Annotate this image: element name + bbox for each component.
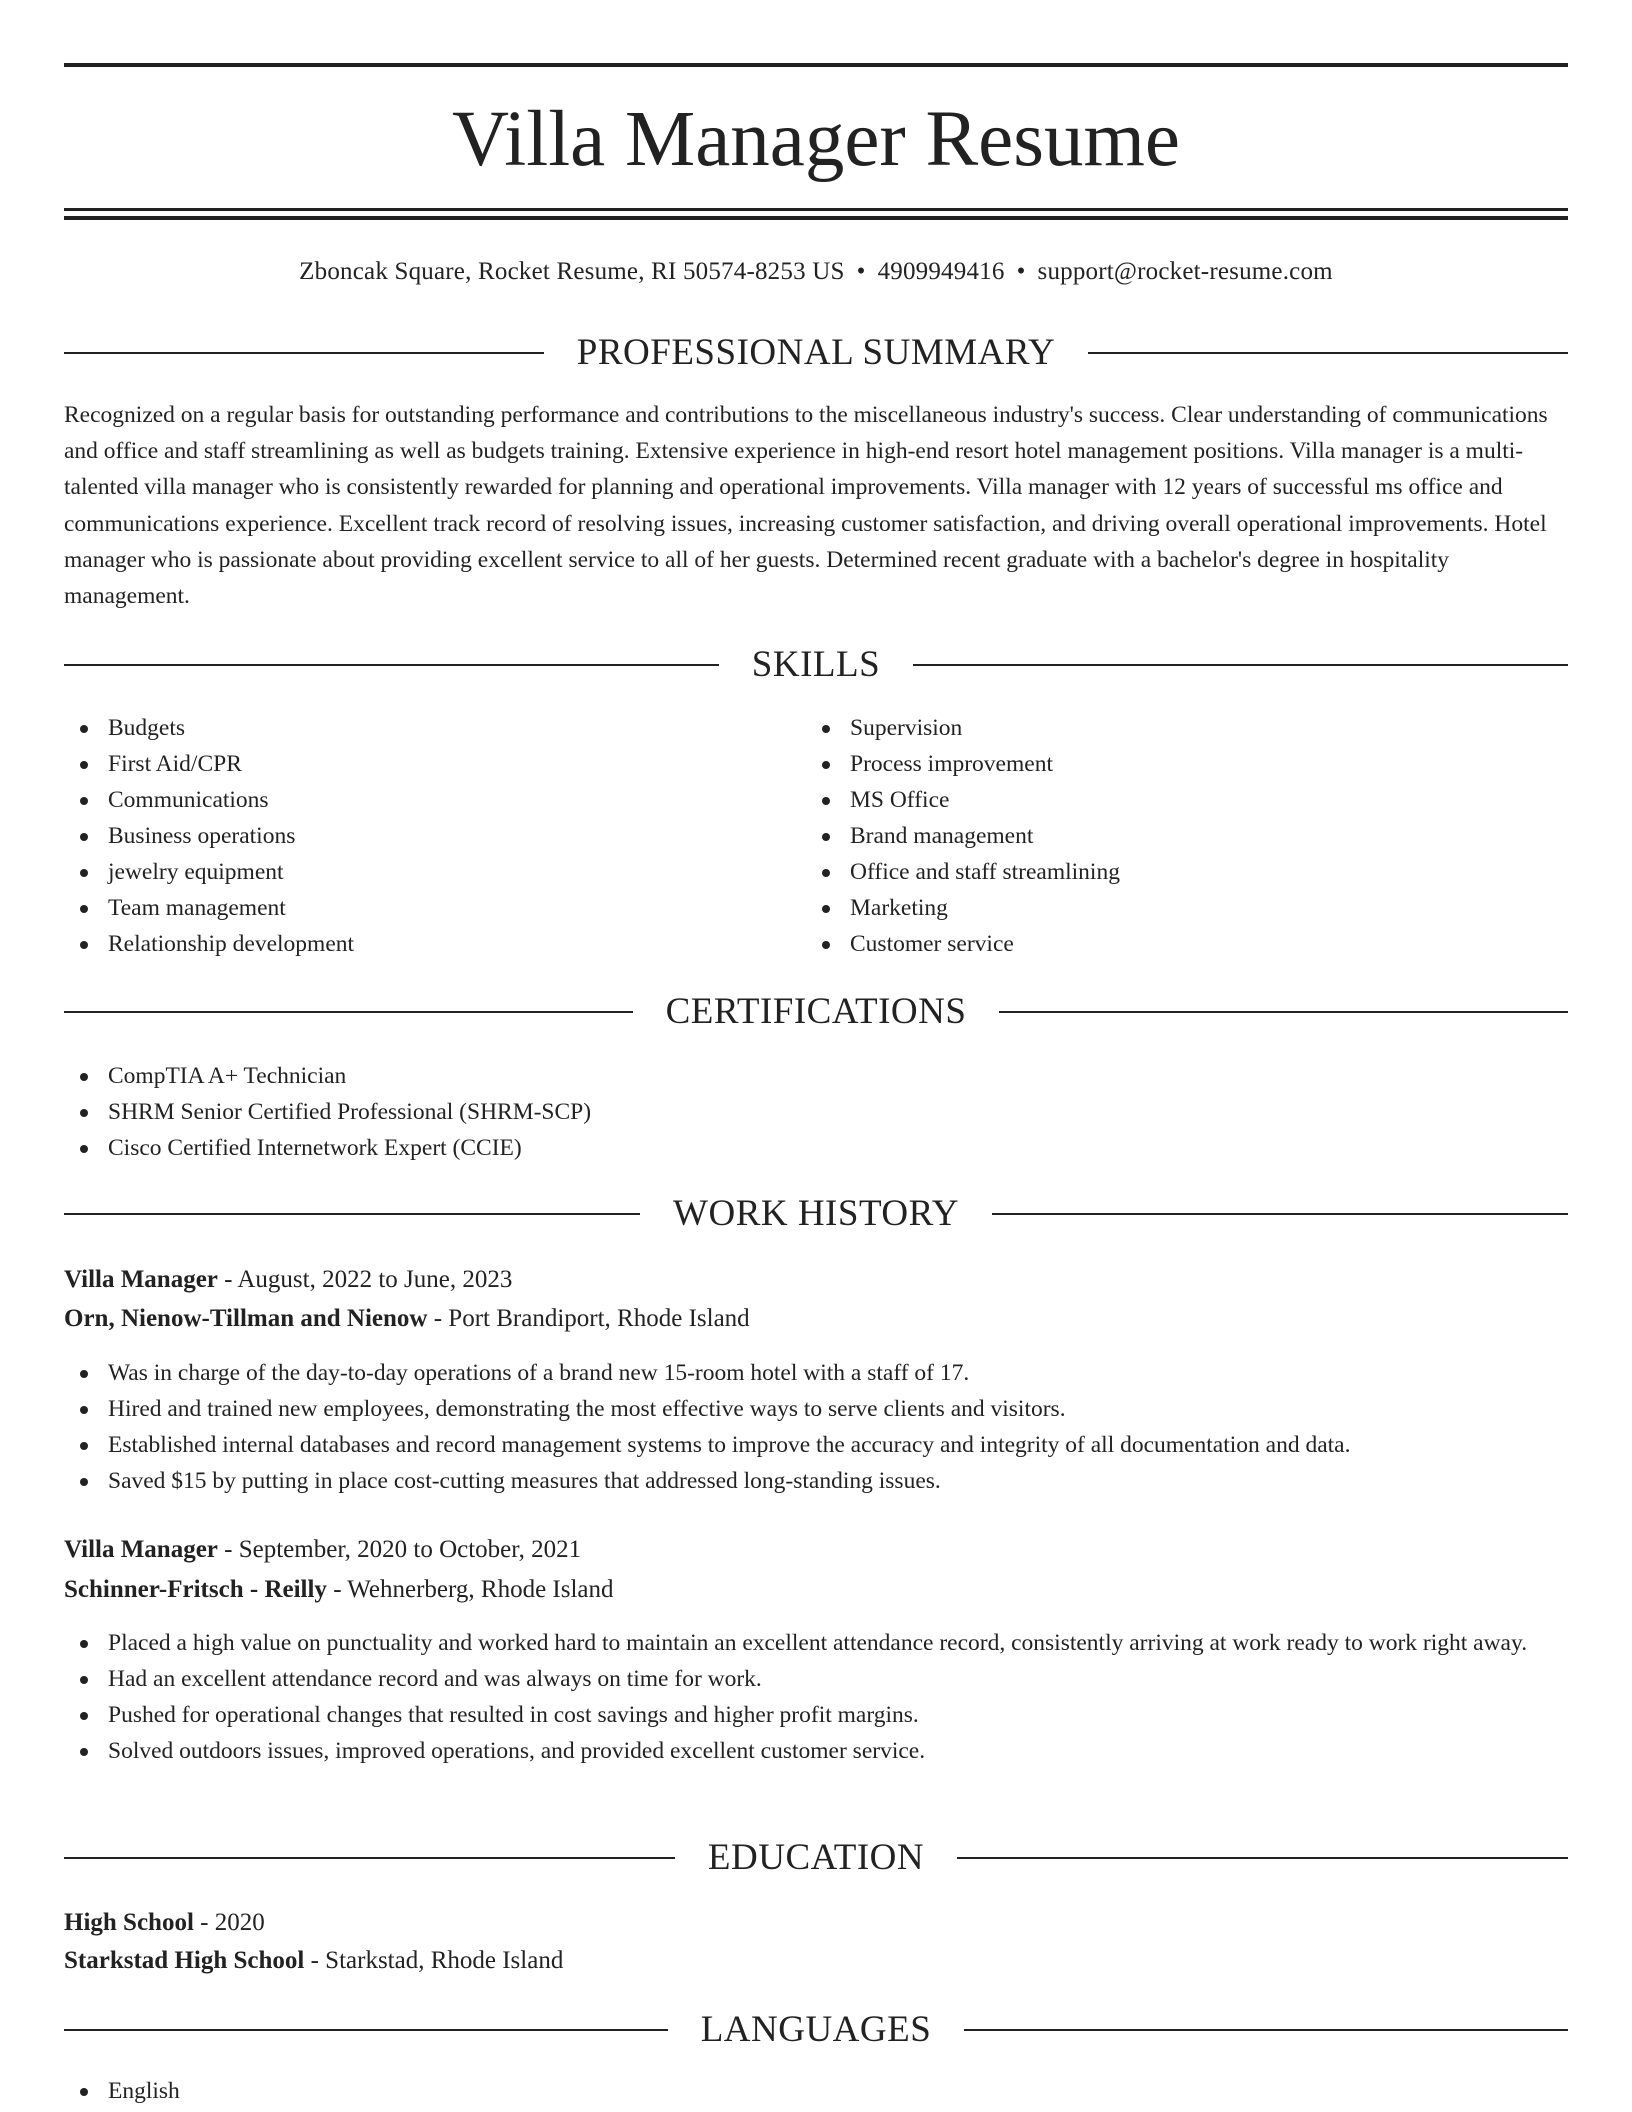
contact-separator: • [1016,258,1026,285]
heading-rule [1088,352,1568,354]
job-title: Villa Manager [64,1266,218,1293]
skill-item: Process improvement [806,746,1546,782]
certifications-list [64,1058,1568,1166]
skill-item: Marketing [806,890,1546,926]
contact-email: support@rocket-resume.com [1037,258,1333,285]
skill-item: jewelry equipment [64,854,804,890]
summary-text: Recognized on a regular basis for outstanding performance and contributions to the miscellaneous industry's success. Clear understanding of communications and office and staff streamlining as well as budgets training. Extensive experience in high-end resort hotel management positions. Villa manager is a multi-talented villa manager who is consistently rewarded for planning and operational improvements. Villa manager with 12 years of successful ms office and communications experience. Excellent track record of resolving issues, increasing customer satisfaction, and driving overall operational improvements. Hotel manager who is passionate about providing excellent service to all of her guests. Determined recent graduate with a bachelor's degree in hospitality management. [64,402,1548,610]
job-dates: - September, 2020 to October, 2021 [217,1536,582,1563]
title-rule-upper [64,208,1568,211]
job-dates: - August, 2022 to June, 2023 [217,1266,513,1293]
education-school: Starkstad High School [64,1947,305,1974]
job-company-line [64,1300,1568,1338]
work-heading-label: WORK HISTORY [673,1193,959,1234]
heading-rule [999,1011,1568,1013]
job-bullet: Solved outdoors issues, improved operations, and provided excellent customer service. [64,1733,1568,1769]
education-heading [64,1833,1568,1883]
skills-list-right [806,710,1546,962]
job-bullet: Pushed for operational changes that resulted in cost savings and higher profit margins. [64,1697,1568,1733]
job-company: Orn, Nienow-Tillman and Nienow [64,1305,428,1332]
job-company-line [64,1571,1568,1609]
education-school-line [64,1942,1568,1980]
skills-list-left [64,710,804,962]
education-degree: High School [64,1909,194,1936]
summary-heading [64,328,1568,378]
education-year: - 2020 [193,1909,265,1936]
skills-heading [64,640,1568,690]
skill-item: Customer service [806,926,1546,962]
job-bullet: Placed a high value on punctuality and worked hard to maintain an excellent attendance record, consistently arriving at work ready to work right away. [64,1625,1568,1661]
contact-separator: • [856,258,866,285]
job-bullets [64,1355,1568,1499]
certification-item: CompTIA A+ Technician [64,1058,1568,1094]
certification-item: Cisco Certified Internetwork Expert (CCIE) [64,1130,1568,1166]
skill-item: MS Office [806,782,1546,818]
education-degree-line [64,1904,1568,1942]
heading-rule [64,2029,668,2031]
resume-title: Villa Manager Resume [452,96,1180,183]
skill-item: First Aid/CPR [64,746,804,782]
job-title-line [64,1531,1568,1569]
heading-rule [957,1857,1568,1859]
skill-item: Budgets [64,710,804,746]
skill-item: Team management [64,890,804,926]
skill-item: Brand management [806,818,1546,854]
job-location: - Wehnerberg, Rhode Island [326,1576,614,1603]
certifications-heading-label: CERTIFICATIONS [665,991,967,1032]
heading-rule [64,352,544,354]
certifications-heading [64,987,1568,1037]
languages-heading-label: LANGUAGES [700,2009,932,2050]
skill-item: Office and staff streamlining [806,854,1546,890]
heading-rule [64,1213,640,1215]
skill-item: Supervision [806,710,1546,746]
title-rule-lower [64,216,1568,220]
heading-rule [992,1213,1568,1215]
skill-item: Communications [64,782,804,818]
job-title-line [64,1261,1568,1299]
contact-line [64,254,1568,290]
education-heading-label: EDUCATION [707,1837,925,1878]
heading-rule [964,2029,1568,2031]
skills-heading-label: SKILLS [751,644,881,685]
skill-item: Business operations [64,818,804,854]
education-location: - Starkstad, Rhode Island [304,1947,564,1974]
job-location: - Port Brandiport, Rhode Island [427,1305,750,1332]
job-bullet: Hired and trained new employees, demonstrating the most effective ways to serve clients and visitors. [64,1391,1568,1427]
heading-rule [64,1857,675,1859]
contact-address: Zboncak Square, Rocket Resume, RI 50574-8253 US [299,258,845,285]
job-bullet: Saved $15 by putting in place cost-cutting measures that addressed long-standing issues. [64,1463,1568,1499]
job-bullet: Had an excellent attendance record and was always on time for work. [64,1661,1568,1697]
certification-item: SHRM Senior Certified Professional (SHRM-SCP) [64,1094,1568,1130]
skill-item: Relationship development [64,926,804,962]
languages-heading [64,2005,1568,2055]
language-item: English [64,2073,1568,2109]
job-bullets [64,1625,1568,1769]
top-rule [64,63,1568,67]
summary-heading-label: PROFESSIONAL SUMMARY [576,332,1056,373]
heading-rule [913,664,1568,666]
job-bullet: Established internal databases and record management systems to improve the accuracy and integrity of all documentation and data. [64,1427,1568,1463]
job-company: Schinner-Fritsch - Reilly [64,1576,327,1603]
heading-rule [64,664,719,666]
contact-phone: 4909949416 [877,258,1005,285]
work-heading [64,1189,1568,1239]
job-bullet: Was in charge of the day-to-day operations of a brand new 15-room hotel with a staff of 17. [64,1355,1568,1391]
heading-rule [64,1011,633,1013]
languages-list [64,2073,1568,2109]
job-title: Villa Manager [64,1536,218,1563]
